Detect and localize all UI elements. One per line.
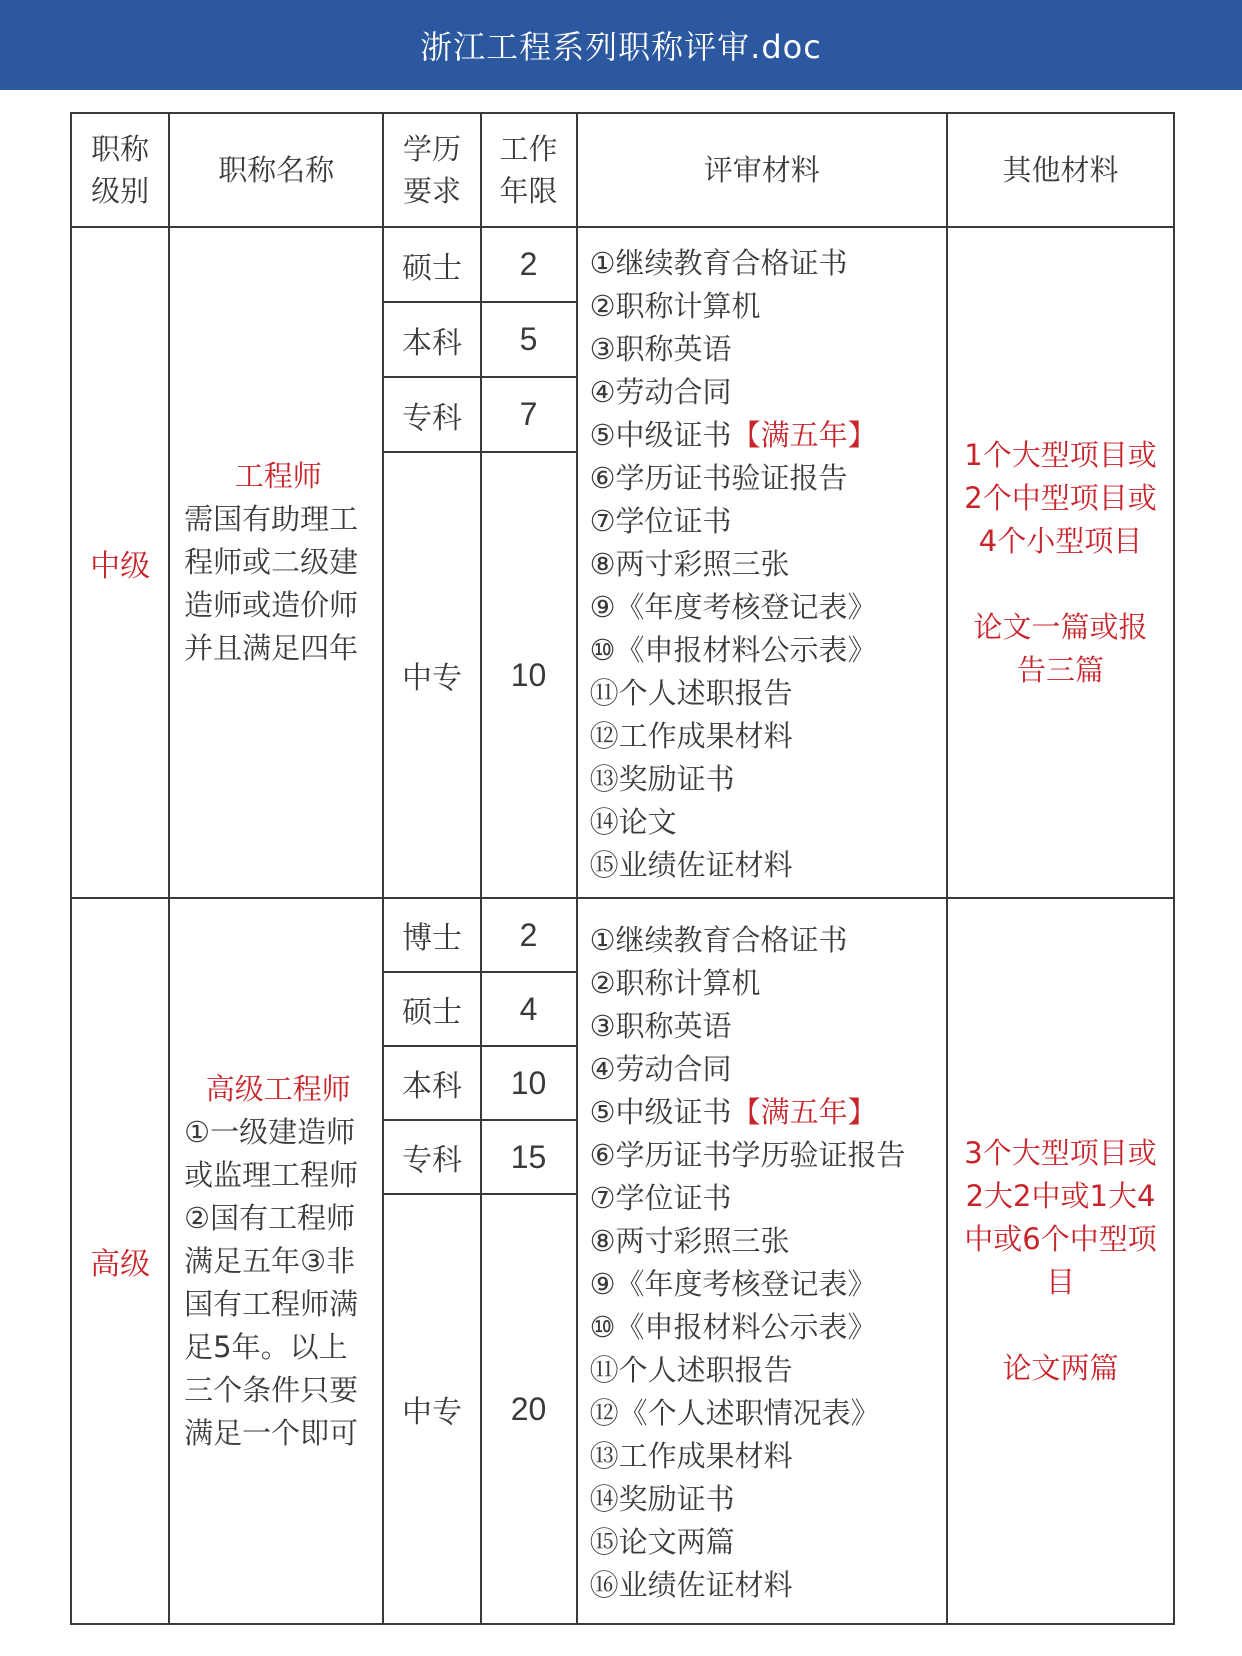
list-item: ⑮业绩佐证材料 [589,848,793,882]
other-paper: 论文一篇或报告三篇 [973,609,1148,687]
materials-senior [577,898,947,1624]
list-item: ②职称计算机 [589,966,761,1000]
header-other: 其他材料 [947,113,1174,227]
document-title: 浙江工程系列职称评审.doc [420,28,822,66]
name-title: 工程师 [234,459,322,493]
list-item: ⑤中级证书【满五年】 [589,1095,877,1129]
table-row [71,898,1174,972]
edu-cell: 专科 [383,1120,480,1194]
list-item: ⑦学位证书 [589,504,732,538]
header-name: 职称名称 [169,113,383,227]
list-item: ③职称英语 [589,1009,732,1043]
years-cell: 10 [481,1046,577,1120]
list-item: ③职称英语 [589,332,732,366]
list-item: ⑫《个人述职情况表》 [589,1396,880,1430]
list-item: ⑩《申报材料公示表》 [589,1310,877,1344]
list-item: ⑥学历证书验证报告 [589,461,848,495]
header-row [71,113,1174,227]
list-item: ⑭论文 [589,805,677,839]
list-item: ⑧两寸彩照三张 [589,1224,790,1258]
other-intermediate [947,227,1174,898]
name-senior [169,898,383,1624]
name-description: 需国有助理工程师或二级建造师或造价师并且满足四年 [184,502,359,665]
list-item: ⑧两寸彩照三张 [589,547,790,581]
other-paper: 论文两篇 [1002,1351,1119,1385]
edu-cell: 本科 [383,302,480,377]
list-item: ①继续教育合格证书 [589,246,848,280]
list-item: ⑦学位证书 [589,1181,732,1215]
edu-cell: 硕士 [383,972,480,1046]
list-item: ⑤中级证书【满五年】 [589,418,877,452]
edu-cell: 博士 [383,898,480,972]
header-level: 职称级别 [71,113,169,227]
list-item: ⑫工作成果材料 [589,719,793,753]
list-item: ⑩《申报材料公示表》 [589,633,877,667]
other-projects: 3个大型项目或2大2中或1大4中或6个中型项目 [964,1136,1157,1299]
highlight-five-years: 【满五年】 [731,418,877,452]
other-projects: 1个大型项目或2个中型项目或4个小型项目 [964,437,1157,558]
years-cell: 4 [481,972,577,1046]
years-cell: 2 [481,898,577,972]
header-years: 工作年限 [481,113,577,227]
list-item: ④劳动合同 [589,1052,732,1086]
materials-intermediate [577,227,947,898]
years-cell: 20 [481,1194,577,1624]
document-sheet [0,90,1242,1656]
table-row [71,227,1174,302]
edu-cell: 中专 [383,452,480,898]
list-item: ⑬工作成果材料 [589,1439,793,1473]
list-item: ④劳动合同 [589,375,732,409]
name-description: ①一级建造师或监理工程师②国有工程师满足五年③非国有工程师满足5年。以上三个条件只要满足一个即可 [184,1114,359,1450]
years-cell: 7 [481,377,577,452]
list-item: ⑨《年度考核登记表》 [589,590,877,624]
list-item: ⑭奖励证书 [589,1482,735,1516]
name-intermediate [169,227,383,898]
edu-cell: 本科 [383,1046,480,1120]
years-cell: 2 [481,227,577,302]
years-cell: 5 [481,302,577,377]
years-cell: 15 [481,1120,577,1194]
edu-cell: 中专 [383,1194,480,1624]
list-item: ②职称计算机 [589,289,761,323]
list-item: ⑥学历证书学历验证报告 [589,1138,906,1172]
header-education: 学历要求 [383,113,480,227]
list-item: ⑪个人述职报告 [589,1353,793,1387]
highlight-five-years: 【满五年】 [731,1095,877,1129]
list-item: ⑮论文两篇 [589,1525,735,1559]
header-materials: 评审材料 [577,113,947,227]
edu-cell: 专科 [383,377,480,452]
years-cell: 10 [481,452,577,898]
other-senior [947,898,1174,1624]
list-item: ⑪个人述职报告 [589,676,793,710]
document-title-bar [0,0,1242,90]
list-item: ⑨《年度考核登记表》 [589,1267,877,1301]
list-item: ⑬奖励证书 [589,762,735,796]
list-item: ⑯业绩佐证材料 [589,1568,793,1602]
level-senior: 高级 [71,898,169,1624]
title-review-table [70,112,1175,1625]
edu-cell: 硕士 [383,227,480,302]
name-title: 高级工程师 [205,1071,351,1106]
level-intermediate: 中级 [71,227,169,898]
list-item: ①继续教育合格证书 [589,923,848,957]
